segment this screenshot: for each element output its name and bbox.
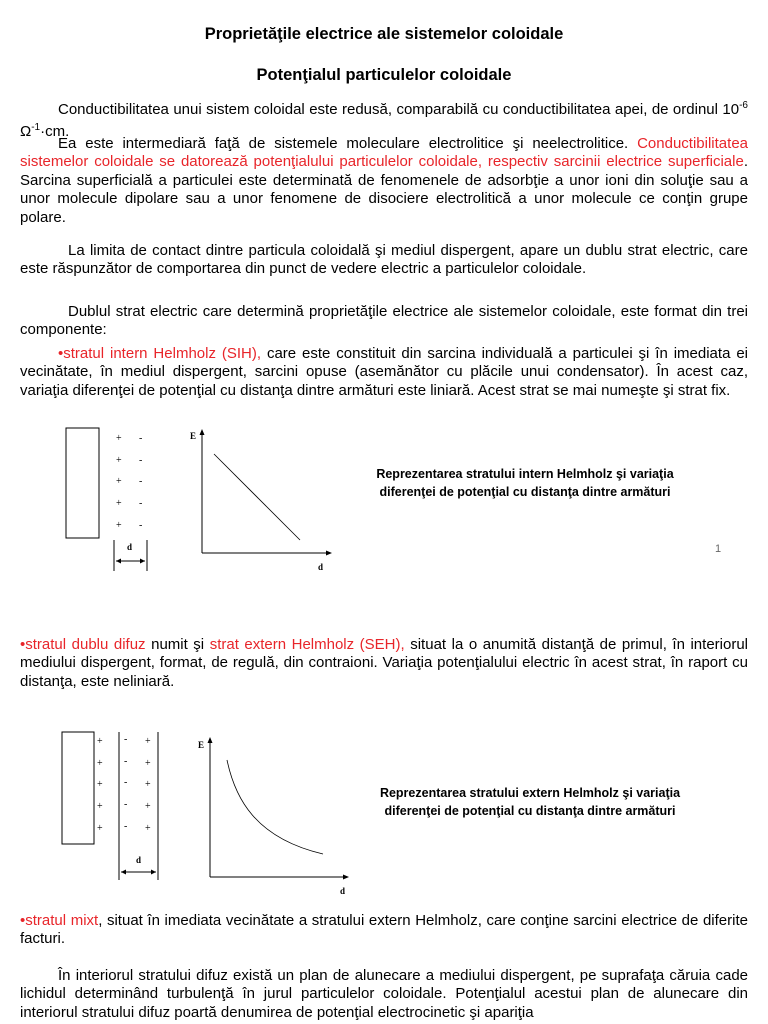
- minus-sign: -: [139, 520, 143, 531]
- nonlinear-potential-curve: [227, 760, 323, 854]
- figure2-caption-line1: Reprezentarea stratului extern Helmholz şi variaţia: [379, 786, 681, 800]
- plus-sign: +: [145, 779, 151, 790]
- x-axis-label: d: [340, 886, 346, 896]
- minus-sign: -: [124, 756, 128, 767]
- page-title: Proprietăţile electrice ale sistemelor coloidale: [204, 25, 564, 43]
- p1-text: Conductibilitatea unui sistem coloidal este redusă, comparabilă cu conductibilitatea apei, de ordinul 10: [58, 101, 740, 118]
- figure1-caption-line1: Reprezentarea stratului intern Helmholz şi variaţia: [376, 467, 674, 481]
- plus-sign: +: [116, 455, 122, 466]
- p1-unit: ·cm.: [40, 123, 70, 141]
- paragraph-diffuse-layer: [20, 636, 748, 691]
- minus-sign: -: [139, 433, 143, 444]
- p1-sup2: -1: [31, 122, 41, 134]
- outer-layer-term: strat extern Helmholz (SEH),: [209, 636, 405, 653]
- y-axis-arrow: [208, 737, 213, 743]
- paragraph-inner-layer: [20, 345, 748, 400]
- particle-plate: [62, 732, 94, 844]
- minus-sign: -: [139, 455, 143, 466]
- particle-plate: [66, 428, 99, 538]
- plus-sign: +: [145, 823, 151, 834]
- p5-text: care este constituit din sarcina individuală a particulei şi în imediata ei vecinătate, în mediul dispergent, sarcini opuse (asemănător cu plăcile unui condensator). În acest caz, variaţia diferenţei de potenţial cu distanţa dintre armături este liniară. Acest strat se mai numeşte şi strat fix.: [20, 345, 748, 399]
- p2-highlight: Conductibilitatea sistemelor coloidale se datorează potenţialului particulelor coloidale, respectiv sarcinii electrice superficiale: [20, 135, 748, 171]
- paragraph-contact-limit: La limita de contact dintre particula coloidală şi mediul dispergent, apare un dublu strat electric, care este răspunzător de comportarea din punct de vedere electric a particulelor coloidale.: [20, 242, 748, 278]
- minus-sign: -: [124, 799, 128, 810]
- plus-sign: +: [97, 823, 103, 834]
- p1-sup1: -6: [739, 100, 748, 111]
- figure2-caption-line2: diferenţei de potenţial cu distanţa dintre armături: [384, 804, 676, 818]
- figure-outer-helmholz: [55, 728, 360, 898]
- linear-potential-line: [214, 454, 300, 540]
- figure-inner-helmholz: [60, 425, 350, 575]
- p2-text: Ea este intermediară faţă de sistemele moleculare electrolitice şi neelectrolitice.: [58, 135, 638, 152]
- minus-sign: -: [139, 476, 143, 487]
- charges: [116, 433, 142, 531]
- figure1-caption-line2: diferenţei de potenţial cu distanţa dintre armături: [379, 485, 671, 499]
- y-axis-label: E: [198, 740, 205, 750]
- minus-sign: -: [124, 821, 128, 832]
- p7-text: , situat în imediata vecinătate a stratului extern Helmholz, care conţine sarcini electrice de diferite facturi.: [20, 912, 748, 948]
- plus-sign: +: [97, 779, 103, 790]
- plus-sign: +: [116, 433, 122, 444]
- plus-sign: +: [97, 758, 103, 769]
- distance-label: d: [127, 542, 133, 552]
- charges: [97, 734, 151, 834]
- y-axis-label: E: [190, 431, 197, 441]
- plus-sign: +: [97, 801, 103, 812]
- figure2-caption: [330, 784, 730, 820]
- x-axis-label: d: [318, 562, 324, 572]
- inner-layer-term: •stratul intern Helmholz (SIH),: [58, 345, 262, 362]
- plus-sign: +: [97, 736, 103, 747]
- x-axis-arrow: [343, 875, 349, 880]
- plus-sign: +: [145, 736, 151, 747]
- minus-sign: -: [139, 498, 143, 509]
- figure1-caption: [325, 465, 725, 501]
- plus-sign: +: [145, 801, 151, 812]
- p6-text: numit şi: [145, 636, 210, 653]
- mixed-layer-term: •stratul mixt: [20, 912, 99, 929]
- p2-text-after: . Sarcina superficială a particulei este determinată de fenomenele de adsorbţie a unor ioni din soluţie sau a unor molecule dipolare sau a unor fenomene de disociere electrolitică a unor molecule ce conţin grupe polare.: [20, 153, 748, 226]
- section-title: Potenţialul particulelor coloidale: [256, 66, 512, 84]
- y-axis-arrow: [200, 429, 205, 435]
- minus-sign: -: [124, 734, 128, 745]
- paragraph-intermediate: [20, 135, 748, 227]
- diffuse-layer-term: •stratul dublu difuz: [20, 636, 146, 653]
- x-axis-arrow: [326, 551, 332, 556]
- plus-sign: +: [116, 498, 122, 509]
- distance-label: d: [136, 855, 142, 865]
- plus-sign: +: [145, 758, 151, 769]
- minus-sign: -: [124, 777, 128, 788]
- plus-sign: +: [116, 520, 122, 531]
- page-number: 1: [715, 543, 722, 555]
- p6-text-after: situat la o anumită distanţă de primul, în interiorul mediului dispergent, format, de regulă, din contraioni. Variaţia potenţialului electric în acest strat, în raport cu distanţa, este neliniară.: [20, 636, 748, 690]
- plus-sign: +: [116, 476, 122, 487]
- p1-ohm: Ω: [20, 123, 32, 141]
- paragraph-double-layer: Dublul strat electric care determină proprietăţile electrice ale sistemelor coloidale, este format din trei componente:: [20, 303, 748, 339]
- paragraph-slip-plane: În interiorul stratului difuz există un plan de alunecare a mediului dispergent, pe suprafaţa căruia cade lichidul determinând turbulenţă în jurul particulelor coloidale. Potenţialul acestui plan de alunecare din interiorul stratului difuz poartă denumirea de potenţial electrocinetic şi apariţia: [20, 967, 748, 1021]
- paragraph-mixed-layer: [20, 912, 748, 949]
